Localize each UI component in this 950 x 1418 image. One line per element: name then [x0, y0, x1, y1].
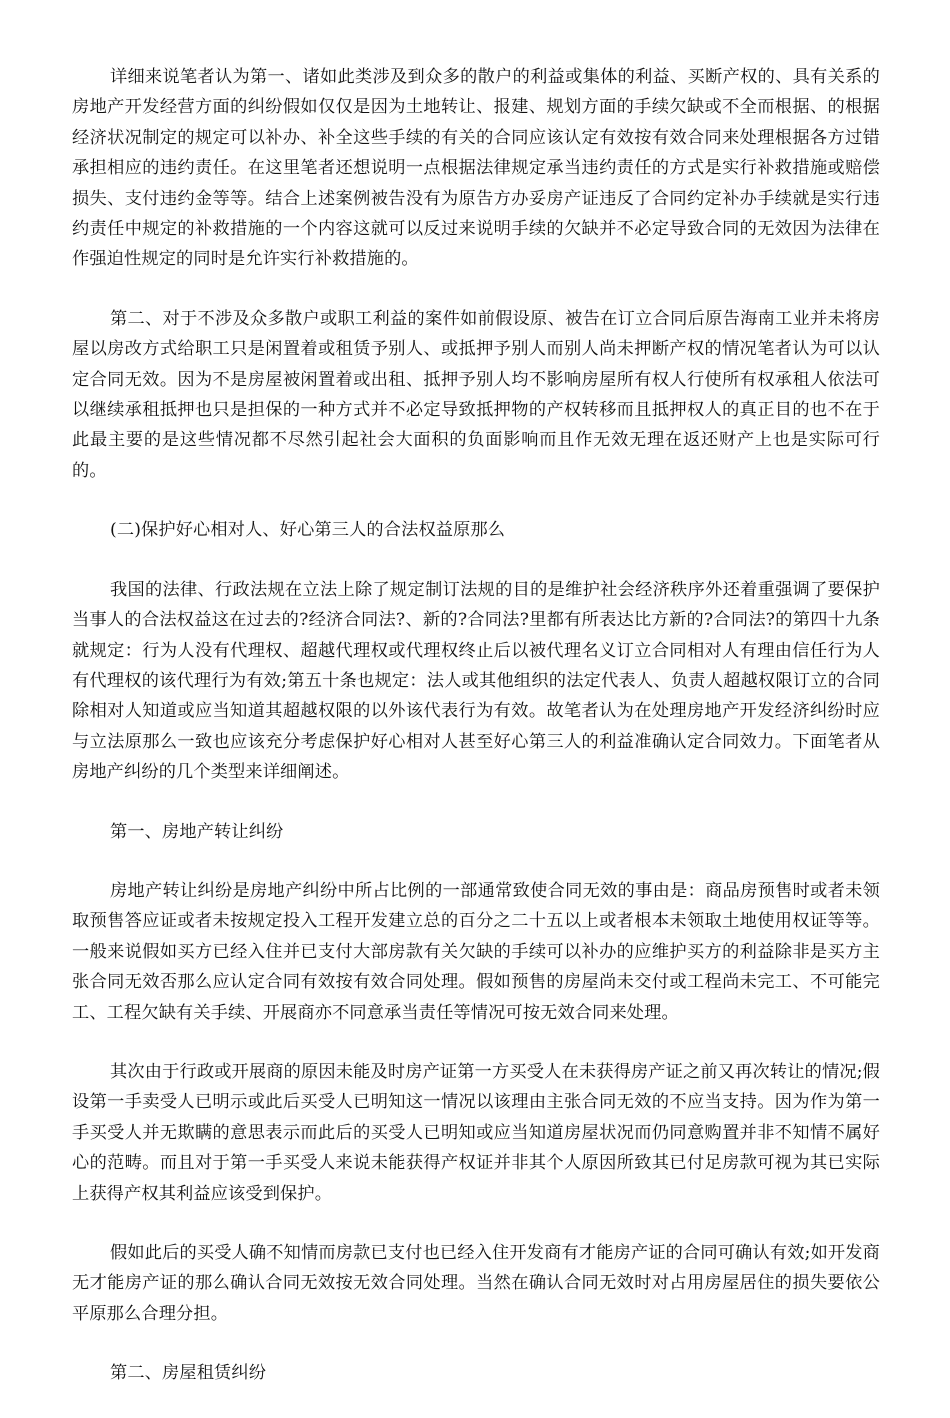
paragraph: 假如此后的买受人确不知情而房款已支付也已经入住开发商有才能房产证的合同可确认有效;如开发商无才能房产证的那么确认合同无效按无效合同处理。当然在确认合同无效时对占用房屋居住的损失要依公平原那么合理分担。: [72, 1243, 880, 1324]
paragraph: 其次由于行政或开展商的原因未能及时房产证第一方买受人在未获得房产证之前又再次转让的情况;假设第一手卖受人已明示或此后买受人已明知这一情况以该理由主张合同无效的不应当支持。因为作为第一手买受人并无欺瞒的意思表示而此后的买受人已明知或应当知道房屋状况而仍同意购置并非不知情不属好心的范畴。而且对于第一手买受人来说未能获得产权证并非其个人原因所致其已付足房款可视为其已实际上获得产权其利益应该受到保护。: [72, 1061, 880, 1204]
paragraph: 房地产转让纠纷是房地产纠纷中所占比例的一部通常致使合同无效的事由是：商品房预售时或者未领取预售答应证或者未按规定投入工程开发建立总的百分之二十五以上或者根本未领取土地使用权证等等。一般来说假如买方已经入住并已支付大部房款有关欠缺的手续可以补办的应维护买方的利益除非是买方主张合同无效否那么应认定合同有效按有效合同处理。假如预售的房屋尚未交付或工程尚未完工、不可能完工、工程欠缺有关手续、开展商亦不同意承当责任等情况可按无效合同来处理。: [72, 880, 880, 1023]
paragraph: 我国的法律、行政法规在立法上除了规定制订法规的目的是维护社会经济秩序外还着重强调了要保护当事人的合法权益这在过去的?经济合同法?、新的?合同法?里都有所表达比方新的?合同法?的第四十九条就规定：行为人没有代理权、超越代理权或代理权终止后以被代理名义订立合同相对人有理由信任行为人有代理权的该代理行为有效;第五十条也规定：法人或其他组织的法定代表人、负责人超越权限订立的合同除相对人知道或应当知道其超越权限的以外该代表行为有效。故笔者认为在处理房地产开发经济纠纷时应与立法原那么一致也应该充分考虑保护好心相对人甚至好心第三人的利益准确认定合同效力。下面笔者从房地产纠纷的几个类型来详细阐述。: [72, 579, 880, 783]
section-heading: 第一、房地产转让纠纷: [110, 821, 284, 842]
document-page: [72, 62, 880, 1418]
section-heading: 第二、房屋租赁纠纷: [110, 1363, 267, 1384]
paragraph: 详细来说笔者认为第一、诸如此类涉及到众多的散户的利益或集体的利益、买断产权的、具有关系的房地产开发经营方面的纠纷假如仅仅是因为土地转让、报建、规划方面的手续欠缺或不全而根据、的根据经济状况制定的规定可以补办、补全这些手续的有关的合同应该认定有效按有效合同来处理根据各方过错承担相应的违约责任。在这里笔者还想说明一点根据法律规定承当违约责任的方式是实行补救措施或赔偿损失、支付违约金等等。结合上述案例被告没有为原告方办妥房产证违反了合同约定补办手续就是实行违约责任中规定的补救措施的一个内容这就可以反过来说明手续的欠缺并不必定导致合同的无效因为法律在作强迫性规定的同时是允许实行补救措施的。: [72, 67, 880, 270]
section-heading: (二)保护好心相对人、好心第三人的合法权益原那么: [110, 520, 506, 541]
paragraph: 第二、对于不涉及众多散户或职工利益的案件如前假设原、被告在订立合同后原告海南工业并未将房屋以房改方式给职工只是闲置着或租赁予别人、或抵押予别人而别人尚未押断产权的情况笔者认为可以认定合同无效。因为不是房屋被闲置着或出租、抵押予别人均不影响房屋所有权人行使所有权承租人依法可以继续承租抵押也只是担保的一种方式并不必定导致抵押物的产权转移而且抵押权人的真正目的也不在于此最主要的是这些情况都不尽然引起社会大面积的负面影响而且作无效无理在返还财产上也是实际可行的。: [72, 308, 880, 481]
